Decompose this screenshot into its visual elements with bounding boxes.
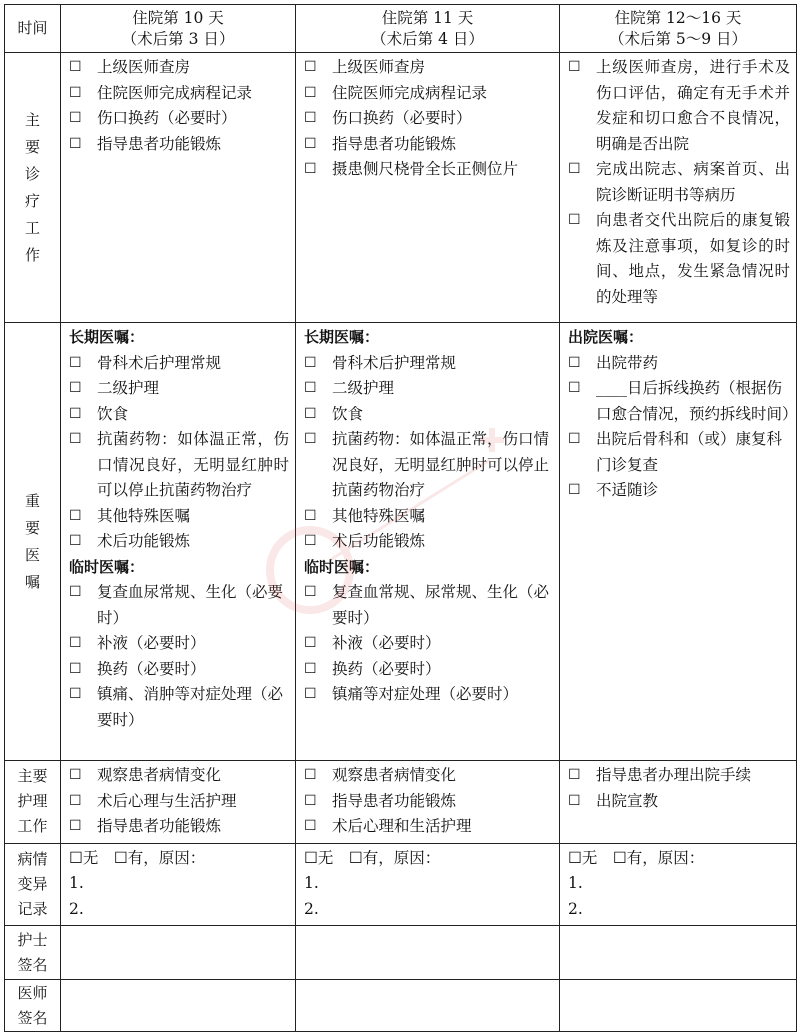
nurse-signature-day11[interactable] <box>296 926 560 980</box>
checklist-item[interactable] <box>304 529 553 555</box>
label-char: 医 <box>24 545 40 564</box>
long-term-orders-title: 长期医嘱： <box>304 328 380 346</box>
item-text: 住院医师完成病程记录 <box>332 83 488 102</box>
label-char: 诊 <box>24 164 40 183</box>
item-text: 出院后骨科和（或）康复科门诊复查 <box>596 430 783 474</box>
checklist-item[interactable] <box>69 376 289 402</box>
checkbox-icon[interactable]: ☐ <box>568 792 581 809</box>
checkbox-icon[interactable]: ☐ <box>304 533 317 549</box>
header-day12-16 <box>560 5 797 53</box>
checkbox-icon[interactable]: ☐ <box>304 507 317 524</box>
checklist-item[interactable] <box>69 763 289 789</box>
item-text: 指导患者功能锻炼 <box>97 134 222 153</box>
checkbox-icon[interactable]: ☐ <box>568 161 581 177</box>
checklist-item[interactable] <box>304 157 553 183</box>
label-line: 医师 <box>17 983 48 1002</box>
checklist-item[interactable] <box>568 55 790 157</box>
header-day11 <box>296 5 560 53</box>
checkbox-icon[interactable]: ☐ <box>304 660 317 677</box>
doctor-signature-label <box>5 980 61 1032</box>
doctor-signature-day12-16[interactable] <box>560 980 797 1032</box>
item-text: 换药（必要时） <box>97 659 206 678</box>
checklist-item[interactable] <box>304 763 553 789</box>
label-line: 病情 <box>17 849 48 868</box>
item-text: 补液（必要时） <box>97 634 206 652</box>
label-line: 变异 <box>17 874 48 893</box>
label-char: 主 <box>24 110 40 129</box>
item-text: 镇痛等对症处理（必要时） <box>332 685 519 703</box>
checkbox-icon[interactable]: ☐ <box>304 84 317 101</box>
checklist-item[interactable] <box>568 208 790 310</box>
checklist-item[interactable] <box>304 132 553 158</box>
item-text: 上级医师查房 <box>97 58 191 76</box>
item-text: 骨科术后护理常规 <box>97 353 222 372</box>
item-text: 住院医师完成病程记录 <box>97 83 253 102</box>
item-text: 不适随诊 <box>596 481 659 499</box>
checkbox-icon[interactable]: ☐ <box>304 686 317 702</box>
checklist-item[interactable] <box>69 427 289 504</box>
pathway-table <box>4 4 797 1032</box>
checklist-item[interactable] <box>69 81 289 107</box>
orders-row-label <box>5 323 61 761</box>
checkbox-icon[interactable]: ☐ <box>69 84 82 101</box>
variance-choice[interactable]: ☐无 ☐有，原因： <box>568 848 705 867</box>
item-text: 饮食 <box>97 404 129 423</box>
checkbox-icon[interactable]: ☐ <box>69 380 82 396</box>
orders-day11 <box>296 323 560 761</box>
label-line: 记录 <box>17 899 48 918</box>
time-label: 时间 <box>5 5 61 53</box>
checkbox-icon[interactable]: ☐ <box>69 59 82 75</box>
checkbox-icon[interactable]: ☐ <box>304 354 317 371</box>
checklist-item[interactable] <box>69 657 289 683</box>
variance-row-label <box>5 843 61 926</box>
checklist-item[interactable] <box>568 351 790 377</box>
checkbox-icon[interactable]: ☐ <box>304 380 317 396</box>
variance-day10[interactable] <box>61 843 296 926</box>
item-text: 术后心理与生活护理 <box>97 791 237 810</box>
item-text: 伤口换药（必要时） <box>332 109 472 127</box>
nursing-day11 <box>296 761 560 844</box>
checkbox-icon[interactable]: ☐ <box>69 686 82 702</box>
variance-row <box>5 843 797 926</box>
checklist-item[interactable] <box>304 106 553 132</box>
checklist-item[interactable] <box>69 814 289 840</box>
orders-row <box>5 323 797 761</box>
checkbox-icon[interactable]: ☐ <box>69 431 82 447</box>
checklist-item[interactable] <box>568 789 790 815</box>
checkbox-icon[interactable]: ☐ <box>304 405 317 422</box>
checklist-item[interactable] <box>304 402 553 428</box>
checklist-item[interactable] <box>304 55 553 81</box>
clinical-pathway-sheet <box>4 4 796 1028</box>
label-char: 重 <box>24 491 40 510</box>
diagnosis-day10 <box>61 53 296 323</box>
orders-day10 <box>61 323 296 761</box>
orders-day12-16 <box>560 323 797 761</box>
checkbox-icon[interactable]: ☐ <box>304 767 317 783</box>
checklist-item[interactable] <box>304 504 553 530</box>
item-text: 上级医师查房，进行手术及伤口评估，确定有无手术并发症和切口愈合不良情况，明确是否出院 <box>596 58 790 153</box>
temporary-orders-title: 临时医嘱： <box>69 557 145 576</box>
item-text: 指导患者功能锻炼 <box>332 134 457 153</box>
checkbox-icon[interactable]: ☐ <box>69 533 82 549</box>
checkbox-icon[interactable]: ☐ <box>69 584 82 600</box>
checklist-item[interactable] <box>304 351 553 377</box>
variance-reason-2[interactable]: 2. <box>69 899 84 918</box>
item-text: 向患者交代出院后的康复锻炼及注意事项，如复诊的时间、地点，发生紧急情况时的处理等 <box>596 211 790 306</box>
doctor-signature-day11[interactable] <box>296 980 560 1032</box>
diagnosis-row-label <box>5 53 61 323</box>
checklist-item[interactable] <box>304 682 553 708</box>
checkbox-icon[interactable]: ☐ <box>69 635 82 651</box>
header-day10 <box>61 5 296 53</box>
variance-reason-1[interactable]: 1. <box>568 874 583 892</box>
item-text: 复查血尿常规、生化（必要时） <box>97 583 284 627</box>
item-text: 补液（必要时） <box>332 634 441 652</box>
checklist-item[interactable] <box>69 132 289 158</box>
item-text: 其他特殊医嘱 <box>97 506 191 525</box>
discharge-orders-title: 出院医嘱： <box>568 328 644 346</box>
diagnosis-day11 <box>296 53 560 323</box>
checklist-item[interactable] <box>69 789 289 815</box>
variance-day12-16[interactable] <box>560 843 797 926</box>
item-text: 复查血常规、尿常规、生化（必要时） <box>332 583 550 627</box>
checkbox-icon[interactable]: ☐ <box>304 59 317 75</box>
label-char: 作 <box>24 245 40 264</box>
label-char: 嘱 <box>24 572 40 591</box>
checkbox-icon[interactable]: ☐ <box>304 584 317 600</box>
temporary-orders-title: 临时医嘱： <box>304 557 380 576</box>
checklist-item[interactable] <box>304 427 553 504</box>
checkbox-icon[interactable]: ☐ <box>304 431 317 447</box>
label-line: 护理 <box>17 792 48 811</box>
checkbox-icon[interactable]: ☐ <box>304 818 317 834</box>
item-text: 出院宣教 <box>596 791 659 810</box>
item-text: 镇痛、消肿等对症处理（必要时） <box>97 685 284 729</box>
item-text: 术后功能锻炼 <box>332 532 426 550</box>
item-text: 饮食 <box>332 404 364 423</box>
checklist-item[interactable] <box>304 81 553 107</box>
checkbox-icon[interactable]: ☐ <box>69 110 82 126</box>
item-text: 上级医师查房 <box>332 58 426 76</box>
item-text: 抗菌药物：如体温正常，伤口情况良好，无明显红肿时可以停止抗菌药物治疗 <box>97 430 289 499</box>
checklist-item[interactable] <box>69 529 289 555</box>
label-line: 主要 <box>17 767 48 786</box>
variance-choice[interactable]: ☐无 ☐有，原因： <box>304 848 441 867</box>
checkbox-icon[interactable]: ☐ <box>568 212 581 228</box>
diagnosis-row <box>5 53 797 323</box>
nursing-row <box>5 761 797 844</box>
nursing-row-label <box>5 761 61 844</box>
checklist-item[interactable] <box>69 55 289 81</box>
checklist-item[interactable] <box>568 157 790 208</box>
checklist-item[interactable] <box>568 427 790 478</box>
variance-reason-1[interactable]: 1. <box>304 874 319 892</box>
nurse-signature-day12-16[interactable] <box>560 926 797 980</box>
label-line: 签名 <box>17 955 48 974</box>
checklist-item[interactable] <box>304 631 553 657</box>
header-day12-16-line2: （术后第 5～9 日） <box>608 29 748 48</box>
checkbox-icon[interactable]: ☐ <box>304 110 317 126</box>
item-text: 其他特殊医嘱 <box>332 506 426 525</box>
checkbox-icon[interactable]: ☐ <box>304 792 317 809</box>
variance-reason-2[interactable]: 2. <box>304 899 319 918</box>
checkbox-icon[interactable]: ☐ <box>69 405 82 422</box>
checkbox-icon[interactable]: ☐ <box>304 161 317 177</box>
checklist-item[interactable] <box>69 402 289 428</box>
item-text: 伤口换药（必要时） <box>97 109 237 127</box>
checklist-item[interactable] <box>69 106 289 132</box>
checkbox-icon[interactable]: ☐ <box>568 482 581 498</box>
header-day11-line1: 住院第 11 天 <box>381 8 474 27</box>
item-text: 观察患者病情变化 <box>332 766 457 784</box>
item-text: 二级护理 <box>332 379 395 397</box>
variance-reason-1[interactable]: 1. <box>69 874 84 892</box>
item-text: 骨科术后护理常规 <box>332 353 457 372</box>
label-line: 工作 <box>17 817 48 836</box>
variance-choice[interactable]: ☐无 ☐有，原因： <box>69 848 206 867</box>
nurse-signature-row <box>5 926 797 980</box>
item-text: 完成出院志、病案首页、出院诊断证明书等病历 <box>596 160 790 204</box>
header-day12-16-line1: 住院第 12～16 天 <box>614 8 742 27</box>
checklist-item[interactable] <box>568 478 790 504</box>
checkbox-icon[interactable]: ☐ <box>69 135 82 152</box>
checklist-item[interactable] <box>304 789 553 815</box>
checklist-item[interactable] <box>304 657 553 683</box>
checkbox-icon[interactable]: ☐ <box>304 635 317 651</box>
checkbox-icon[interactable]: ☐ <box>568 767 581 783</box>
nurse-signature-label <box>5 926 61 980</box>
item-text: 换药（必要时） <box>332 659 441 678</box>
checklist-item[interactable] <box>568 763 790 789</box>
diagnosis-day12-16 <box>560 53 797 323</box>
header-day11-line2: （术后第 4 日） <box>371 29 484 48</box>
checklist-item[interactable] <box>568 376 798 427</box>
checkbox-icon[interactable]: ☐ <box>69 660 82 677</box>
label-line: 签名 <box>17 1008 48 1027</box>
checklist-item[interactable] <box>304 580 553 631</box>
label-char: 工 <box>24 218 40 237</box>
checkbox-icon[interactable]: ☐ <box>304 135 317 152</box>
header-day10-line1: 住院第 10 天 <box>132 8 224 27</box>
checklist-item[interactable] <box>69 682 289 733</box>
checkbox-icon[interactable]: ☐ <box>69 792 82 809</box>
item-text: 摄患侧尺桡骨全长正侧位片 <box>332 160 519 178</box>
checkbox-icon[interactable]: ☐ <box>568 380 581 396</box>
item-text: 指导患者功能锻炼 <box>332 791 457 810</box>
item-text: 术后功能锻炼 <box>97 532 191 550</box>
checklist-item[interactable] <box>304 814 553 840</box>
variance-day11[interactable] <box>296 843 560 926</box>
label-line: 护士 <box>17 930 48 949</box>
checkbox-icon[interactable]: ☐ <box>568 354 581 371</box>
item-text: ____日后拆线换药（根据伤口愈合情况，预约拆线时间） <box>596 379 798 423</box>
variance-reason-2[interactable]: 2. <box>568 899 583 918</box>
nursing-day10 <box>61 761 296 844</box>
label-char: 要 <box>24 137 40 156</box>
header-row <box>5 5 797 53</box>
checkbox-icon[interactable]: ☐ <box>568 59 581 75</box>
checkbox-icon[interactable]: ☐ <box>69 507 82 524</box>
item-text: 指导患者办理出院手续 <box>596 766 752 784</box>
item-text: 抗菌药物：如体温正常，伤口情况良好，无明显红肿时可以停止抗菌药物治疗 <box>332 430 550 499</box>
item-text: 指导患者功能锻炼 <box>97 817 222 835</box>
doctor-signature-row <box>5 980 797 1032</box>
label-char: 疗 <box>24 191 40 210</box>
nursing-day12-16 <box>560 761 797 844</box>
long-term-orders-title: 长期医嘱： <box>69 328 145 346</box>
nurse-signature-day10[interactable] <box>61 926 296 980</box>
checklist-item[interactable] <box>304 376 553 402</box>
item-text: 出院带药 <box>596 353 659 372</box>
checkbox-icon[interactable]: ☐ <box>69 818 82 834</box>
checkbox-icon[interactable]: ☐ <box>69 354 82 371</box>
label-char: 要 <box>24 518 40 537</box>
checklist-item[interactable] <box>69 351 289 377</box>
item-text: 观察患者病情变化 <box>97 766 222 784</box>
checkbox-icon[interactable]: ☐ <box>69 767 82 783</box>
doctor-signature-day10[interactable] <box>61 980 296 1032</box>
item-text: 术后心理和生活护理 <box>332 817 472 835</box>
header-day10-line2: （术后第 3 日） <box>121 29 235 48</box>
checklist-item[interactable] <box>69 631 289 657</box>
item-text: 二级护理 <box>97 379 160 397</box>
checklist-item[interactable] <box>69 580 289 631</box>
checkbox-icon[interactable]: ☐ <box>568 431 581 447</box>
checklist-item[interactable] <box>69 504 289 530</box>
